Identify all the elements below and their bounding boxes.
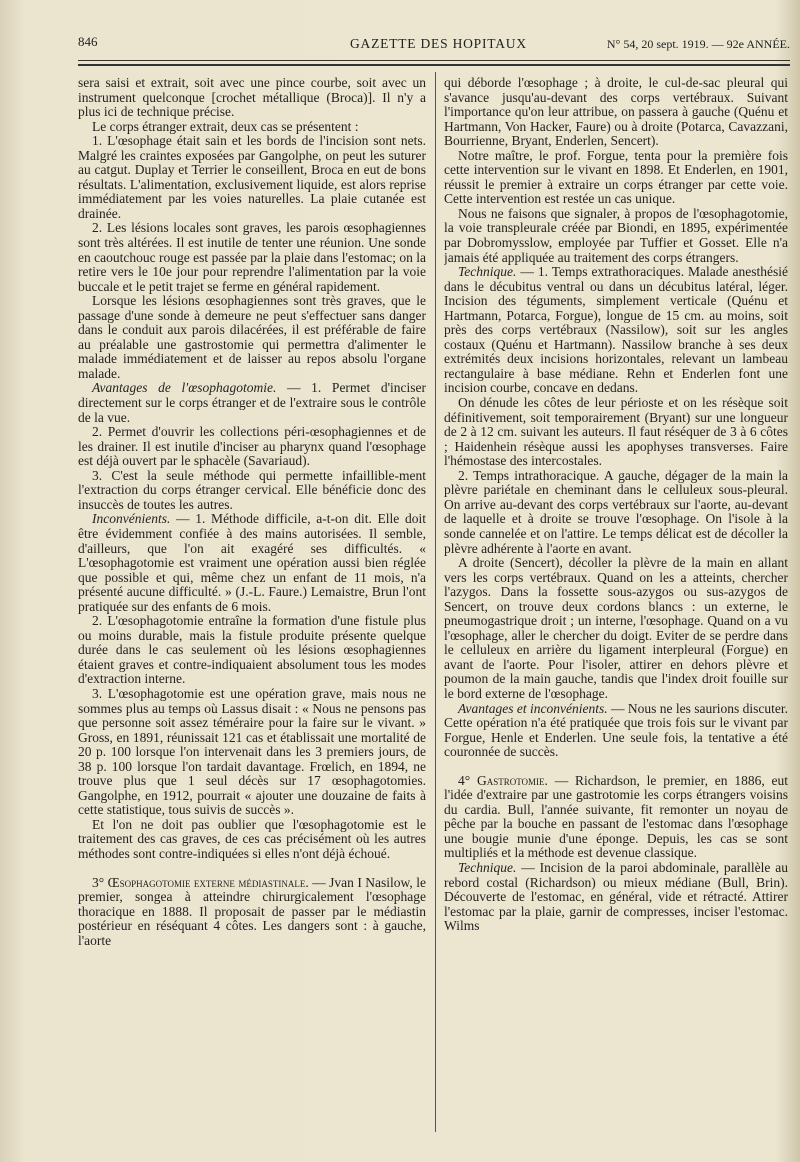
paragraph-text: — Jvan I Nasilow, le premier, songea à atteindre chirurgicalement l'œsophage thoracique en 1888. Il proposait de passer par le médiastin postérieur en réséquant 4 côtes. Les dangers sont : à gauche, l'aorte xyxy=(78,874,426,948)
paragraph-text: Lorsque les lésions œsophagiennes sont très graves, que le passage d'une sonde à demeure ne peut s'effectuer sans danger dans le conduit aux parois dilacérées, il est préférable de faire au préalable une gastrostomie qui permettra d'alimenter le malade immédiatement et de laisser au repos absolu l'organe malade. xyxy=(78,293,426,381)
left-text-column xyxy=(78,76,426,1131)
paragraph-text: Notre maître, le prof. Forgue, tenta pour la première fois cette intervention sur le vivant en 1898. Et Enderlen, en 1901, réussit le premier à extraire un corps étranger par cette voie. Cette intervention est restée un cas unique. xyxy=(444,147,788,207)
text-paragraph xyxy=(444,396,788,469)
run-in-heading: Inconvénients. xyxy=(92,511,171,527)
paragraph-text: 1. L'œsophage était sain et les bords de l'incision sont nets. Malgré les craintes exposées par Gangolphe, on peut les suturer au catgut. Duplay et Terrier le conseillent, Broca en eut de bons résultats. L'alimentation, exclusivement liquide, est alors reprise immédiatement par les voies naturelles. La plaie cutanée est drainée. xyxy=(78,133,426,221)
text-paragraph xyxy=(444,149,788,207)
text-paragraph xyxy=(78,425,426,469)
paragraph-text: On dénude les côtes de leur périoste et on les résèque soit définitivement, soit temporairement (Bryant) sur une longueur de 2 à 12 cm. suivant les auteurs. Il faut réséquer de 3 à 6 côtes ; Haidenhein résèque aussi les apophyses transverses. Faire l'hémostase des intercostales. xyxy=(444,395,788,469)
run-in-heading: Technique. xyxy=(458,859,517,875)
paragraph-text: 2. Temps intrathoracique. A gauche, dégager de la main la plèvre pariétale en cheminant dans le celluleux sous-pleural. On arrive au-devant des corps vertébraux sur l'aorte, au-devant de laquelle et à droite se trouve l'œsophage. On l'isole à la sonde cannelée et on l'attire. Le temps délicat est de décoller la plèvre adhérente à l'aorte en avant. xyxy=(444,467,788,556)
paragraph-text: — Incision de la paroi abdominale, parallèle au rebord costal (Richardson) ou mieux médiane (Bull, Brin). Découverte de l'estomac, en général, vide et rétracté. Attirer l'estomac par la plaie, garnir de compresses, inciser l'estomac. Wilms xyxy=(444,859,788,934)
text-paragraph xyxy=(78,221,426,294)
text-paragraph xyxy=(78,512,426,614)
header-rule-thick xyxy=(78,64,790,66)
text-paragraph xyxy=(78,294,426,381)
text-paragraph xyxy=(444,702,788,760)
page-number: 846 xyxy=(78,34,98,49)
text-paragraph xyxy=(444,556,788,701)
header-rule xyxy=(78,60,790,61)
text-paragraph xyxy=(78,134,426,221)
issue-info: N° 54, 20 sept. 1919. — 92e ANNÉE. xyxy=(606,37,790,51)
section-title: 4° Gastrotomie. xyxy=(458,772,548,788)
section-heading-paragraph xyxy=(444,774,788,861)
run-in-heading: Avantages et inconvénients. xyxy=(458,700,608,716)
text-paragraph xyxy=(444,207,788,265)
paragraph-text: — Nous ne les saurions discuter. Cette opération n'a été pratiquée que trois fois sur le vivant par Forgue, Henle et Enderlen. Une seule fois, la tentative a été couronnée de succès. xyxy=(444,700,788,760)
journal-title: GAZETTE DES HOPITAUX xyxy=(350,36,527,51)
paragraph-text: qui déborde l'œsophage ; à droite, le cul-de-sac pleural qui s'avance jusqu'au-devant des corps vertébraux. Suivant l'importance qu'on leur attribue, on passera à gauche (Quénu et Hartmann, Von Hacker, Faure) ou à droite (Potarca, Cavazzani, Bourrienne, Bryant, Enderlen, Sencert). xyxy=(444,76,788,149)
paragraph-text: Nous ne faisons que signaler, à propos de l'œsophagotomie, la voie transpleurale créée par Biondi, en 1895, expérimentée par Dobromysslow, employée par Tuffier et Gosset. Elle n'a jamais été appliquée au traitement des corps étrangers. xyxy=(444,205,788,265)
text-paragraph xyxy=(78,76,426,120)
right-text-column xyxy=(444,76,788,1131)
paragraph-text: 3. C'est la seule méthode qui permette infaillible-ment l'extraction du corps étranger cervical. Elle bénéficie donc des insuccès de toutes les autres. xyxy=(78,467,426,512)
text-paragraph xyxy=(78,381,426,425)
text-paragraph xyxy=(78,469,426,513)
run-in-heading: Technique. xyxy=(458,264,517,280)
paragraph-text: A droite (Sencert), décoller la plèvre de la main en allant vers les corps vertébraux. Quand on les a atteints, chercher l'azygos. Dans la fossette sous-azygos ou sus-azygos de Sencert, on trouve deux cordons blancs : un externe, le pneumogastrique droit ; un interne, l'œsophage. Quand on a vu l'œsophage, aller le chercher du doigt. Eviter de se perdre dans le celluleux en arrière du ligament interpleural (Forgue) en avant de l'aorte. Pour l'isoler, attirer en dehors plèvre et poumon de la main gauche, tandis que l'index droit fouille sur le bord externe de l'œsophage. xyxy=(444,555,788,701)
paragraph-text: — Richardson, le premier, en 1886, eut l'idée d'extraire par une gastrotomie les corps étrangers voisins du cardia. Bull, l'année suivante, fit remonter un noyau de pêche par la bouche en passant de l'estomac dans l'œsophage une bougie munie d'une éponge. Depuis, les cas se sont multipliés et la méthode est devenue classique. xyxy=(444,772,788,861)
paragraph-text: Et l'on ne doit pas oublier que l'œsophagotomie est le traitement des cas graves, de ces cas précisément où les autres méthodes sont contre-indiquées si elles n'ont déjà échoué. xyxy=(78,816,426,861)
paragraph-text: 3. L'œsophagotomie est une opération grave, mais nous ne sommes plus au temps où Lassus disait : « Nous ne pensons pas que personne soit assez téméraire pour la faire sur le vivant. » Gross, en 1891, réunissait 121 cas et établissait une mortalité de 20 p. 100 lorsque l'on intervenait dans les 3 premiers jours, de 38 p. 100 lorsque l'on tardait davantage. Frœlich, en 1894, ne trouve plus que 1 seul décès sur 17 œsophagotomies. Gangolphe, en 1912, pourrait « ajouter une douzaine de faits à cette statistique, tous suivis de succès ». xyxy=(78,685,426,818)
paragraph-text: — 1. Permet d'inciser directement sur le corps étranger et de l'extraire sous le contrôle de la vue. xyxy=(78,380,426,425)
text-paragraph xyxy=(78,818,426,862)
section-heading-paragraph xyxy=(78,876,426,949)
page-header xyxy=(78,34,790,58)
text-paragraph xyxy=(444,265,788,396)
text-paragraph xyxy=(78,614,426,687)
paragraph-text: sera saisi et extrait, soit avec une pince courbe, soit avec un instrument quelconque [crochet métallique (Broca)]. Il n'y a plus ici de technique précise. xyxy=(78,76,426,120)
section-title: 3° Œsophagotomie externe médiastinale. xyxy=(92,874,309,890)
run-in-heading: Avantages de l'œsophagotomie. xyxy=(92,380,277,396)
paragraph-text: 2. L'œsophagotomie entraîne la formation d'une fistule plus ou moins durable, mais la fistule produite présente quelque durée dans le cas seulement où les lésions œsophagiennes étaient graves et contre-indiquaient absolument tous les modes d'extraction interne. xyxy=(78,613,426,687)
text-paragraph xyxy=(444,76,788,149)
paragraph-text: 2. Permet d'ouvrir les collections péri-œsophagiennes et de les drainer. Il est inutile d'inciser au pharynx quand l'œsophage est déjà ouvert par le sphacèle (Savariaud). xyxy=(78,424,426,469)
paragraph-text: — 1. Temps extrathoraciques. Malade anesthésié dans le décubitus ventral ou dans un décubitus latéral, léger. Incision des téguments, simplement verticale (Quénu et Hartmann, Potarca, Forgue), longue de 15 cm. au moins, soit près des corps vertébraux (Nassilow), soit sur les angles costaux (Quénu et Hartmann). Nassilow branche à ses deux extrémités deux incisions horizontales, relevant un lambeau rectangulaire à base médiane. Rehn et Enderlen font une incision courbe, concave en dedans. xyxy=(444,264,788,396)
paragraph-text: Le corps étranger extrait, deux cas se présentent : xyxy=(92,118,359,134)
column-divider xyxy=(435,72,436,1132)
paragraph-text: — 1. Méthode difficile, a-t-on dit. Elle doit être évidemment confiée à des mains autorisées. Il semble, d'ailleurs, que l'on ait exagéré ses difficultés. « L'œsophagotomie est vraiment une opération aussi bien réglée que possible et qui, même chez un enfant de 11 mois, n'a présenté aucune difficulté. » (J.-L. Faure.) Lemaistre, Brun l'ont pratiquée sur des enfants de 6 mois. xyxy=(78,511,426,614)
text-paragraph xyxy=(444,469,788,556)
text-paragraph xyxy=(78,687,426,818)
text-paragraph xyxy=(444,861,788,934)
text-paragraph xyxy=(78,120,426,135)
paragraph-text: 2. Les lésions locales sont graves, les parois œsophagiennes sont très altérées. Il est inutile de tenter une réunion. Une sonde en caoutchouc rouge est passée par la plaie dans l'estomac; on la retire vers le 10e jour pour reprendre l'alimentation par la voie buccale et le petit trajet se ferme en général rapidement. xyxy=(78,220,426,294)
